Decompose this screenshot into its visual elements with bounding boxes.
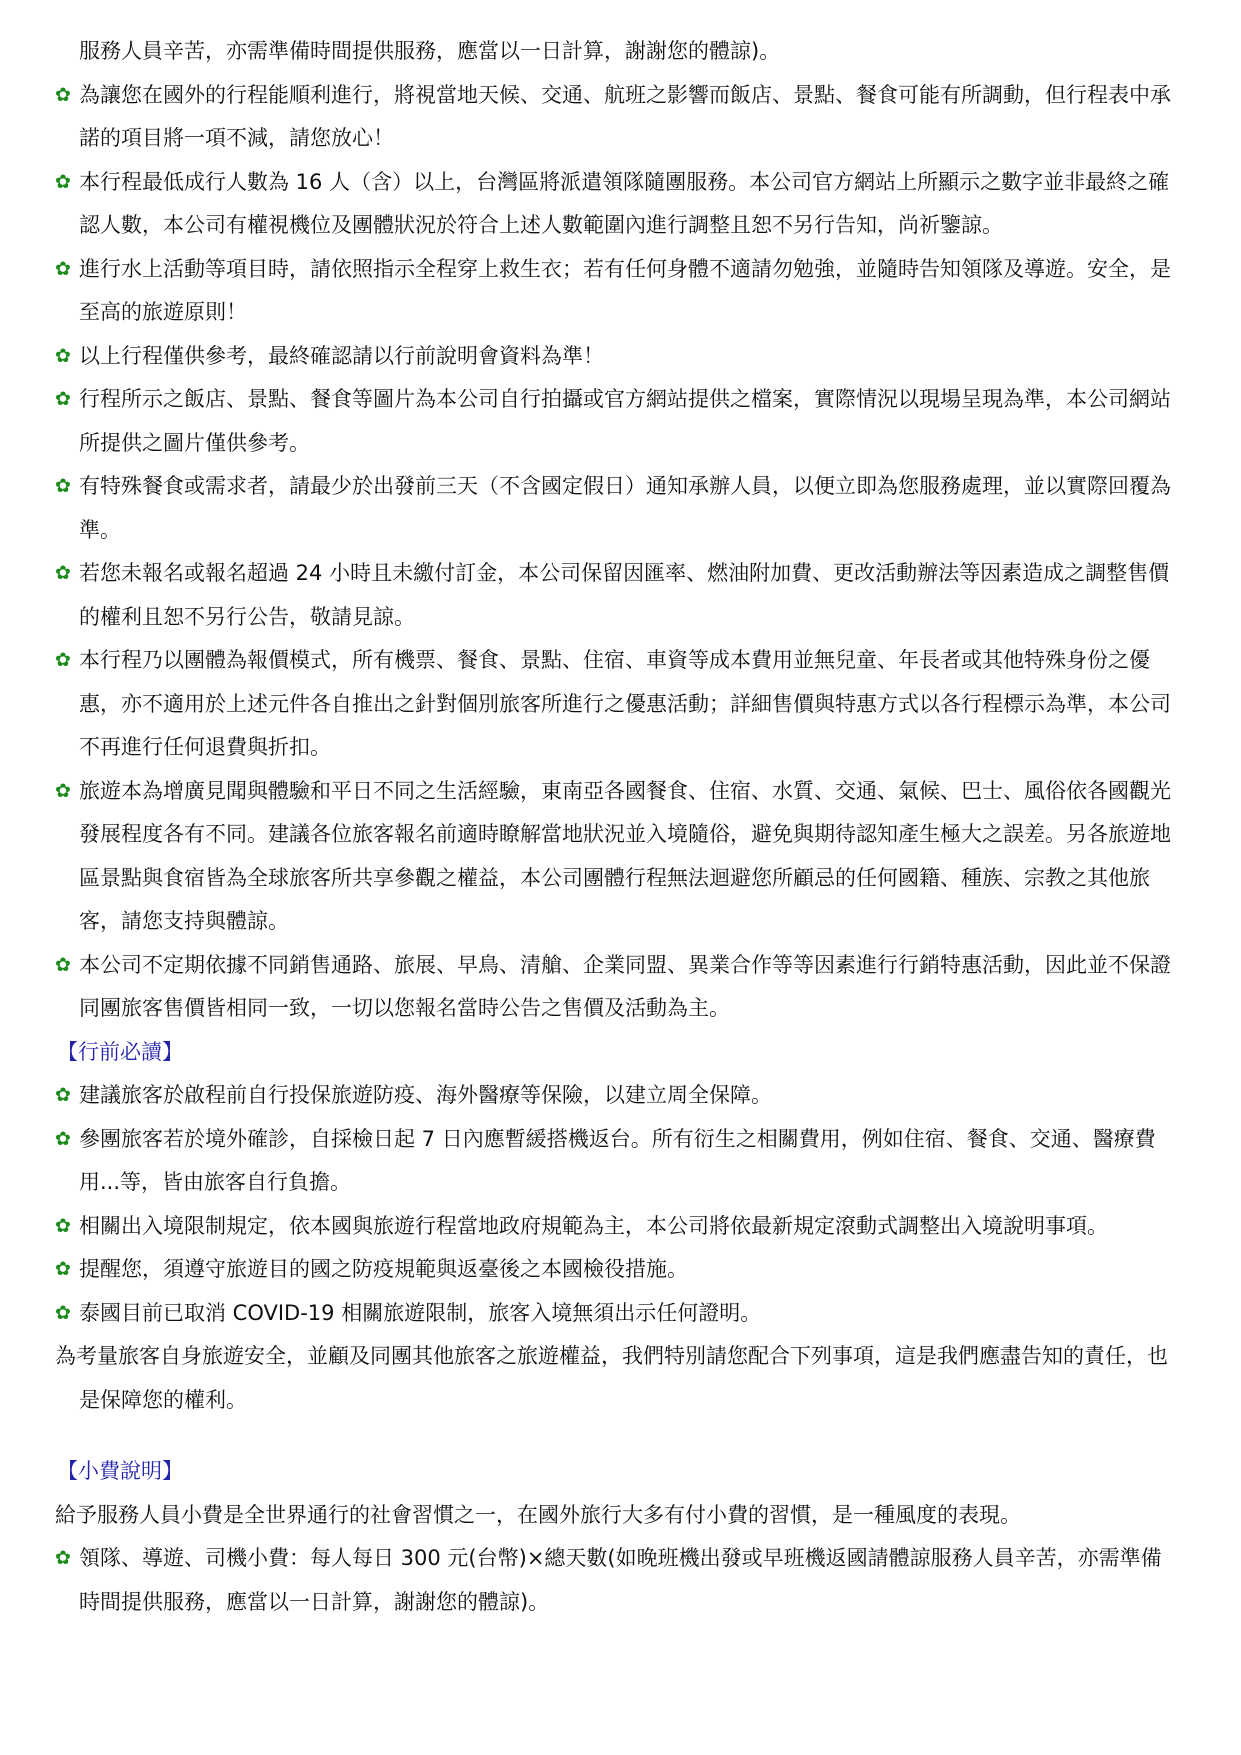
flower-icon: ✿ bbox=[55, 953, 71, 976]
flower-icon: ✿ bbox=[55, 1547, 71, 1569]
flower-icon: ✿ bbox=[55, 1258, 71, 1280]
flower-icon: ✿ bbox=[55, 1127, 71, 1150]
flower-icon: ✿ bbox=[55, 475, 71, 497]
before-trip-item bbox=[55, 1248, 1181, 1292]
flower-icon: ✿ bbox=[55, 1214, 71, 1237]
note-item bbox=[55, 161, 1181, 248]
flower-icon: ✿ bbox=[55, 257, 71, 280]
note-item bbox=[55, 552, 1181, 639]
before-trip-item bbox=[55, 1292, 1181, 1336]
note-text: 有特殊餐食或需求者，請最少於出發前三天（不含國定假日）通知承辦人員，以便立即為您服務處理，並以實際回覆為準。 bbox=[79, 474, 1171, 542]
note-text: 旅遊本為增廣見聞與體驗和平日不同之生活經驗，東南亞各國餐食、住宿、水質、交通、氣候、巴士、風俗依各國觀光發展程度各有不同。建議各位旅客報名前適時瞭解當地狀況並入境隨俗，避免與期待認知產生極大之誤差。另各旅遊地區景點與食宿皆為全球旅客所共享參觀之權益，本公司團體行程無法迴避您所顧忌的任何國籍、種族、宗教之其他旅客，請您支持與體諒。 bbox=[79, 778, 1171, 933]
note-item bbox=[55, 770, 1181, 944]
note-item bbox=[55, 335, 1181, 379]
before-trip-heading: 【行前必讀】 bbox=[57, 1039, 183, 1064]
notes-list bbox=[55, 74, 1181, 1031]
note-item bbox=[55, 248, 1181, 335]
flower-icon: ✿ bbox=[55, 779, 71, 802]
flower-icon: ✿ bbox=[55, 388, 71, 410]
note-item bbox=[55, 378, 1181, 465]
note-text: 本行程最低成行人數為 16 人（含）以上，台灣區將派遣領隊隨團服務。本公司官方網站上所顯示之數字並非最終之確認人數，本公司有權視機位及團體狀況於符合上述人數範圍內進行調整且恕不另行告知，尚祈鑒諒。 bbox=[79, 169, 1170, 237]
before-trip-list bbox=[55, 1074, 1181, 1335]
note-item bbox=[55, 944, 1181, 1031]
flower-icon: ✿ bbox=[55, 344, 71, 367]
note-item bbox=[55, 639, 1181, 770]
note-text: 本行程乃以團體為報價模式，所有機票、餐食、景點、住宿、車資等成本費用並無兒童、年長者或其他特殊身份之優惠，亦不適用於上述元件各自推出之針對個別旅客所進行之優惠活動；詳細售價與特惠方式以各行程標示為準，本公司不再進行任何退費與折扣。 bbox=[79, 648, 1171, 759]
flower-icon: ✿ bbox=[55, 170, 71, 193]
flower-icon: ✿ bbox=[55, 562, 71, 584]
note-item bbox=[55, 465, 1181, 552]
before-trip-text: 建議旅客於啟程前自行投保旅遊防疫、海外醫療等保險，以建立周全保障。 bbox=[79, 1083, 772, 1107]
note-text: 若您未報名或報名超過 24 小時且未繳付訂金，本公司保留因匯率、燃油附加費、更改活動辦法等因素造成之調整售價的權利且恕不另行公告，敬請見諒。 bbox=[79, 561, 1170, 629]
tips-heading: 【小費說明】 bbox=[57, 1459, 183, 1483]
note-text: 為讓您在國外的行程能順利進行，將視當地天候、交通、航班之影響而飯店、景點、餐食可能有所調動，但行程表中承諾的項目將一項不減，請您放心！ bbox=[79, 82, 1171, 150]
tips-intro: 給予服務人員小費是全世界通行的社會習慣之一，在國外旅行大多有付小費的習慣，是一種風度的表現。 bbox=[55, 1502, 1021, 1527]
tips-list bbox=[55, 1537, 1181, 1624]
before-trip-item bbox=[55, 1118, 1181, 1205]
tips-text: 領隊、導遊、司機小費：每人每日 300 元(台幣)×總天數(如晚班機出發或早班機返國請體諒服務人員辛苦，亦需準備時間提供服務，應當以一日計算，謝謝您的體諒)。 bbox=[79, 1546, 1162, 1614]
before-trip-text: 相關出入境限制規定，依本國與旅遊行程當地政府規範為主，本公司將依最新規定滾動式調整出入境說明事項。 bbox=[79, 1213, 1108, 1238]
tips-item bbox=[55, 1537, 1181, 1624]
safety-closing-paragraph: 為考量旅客自身旅遊安全，並顧及同團其他旅客之旅遊權益，我們特別請您配合下列事項，這是我們應盡告知的責任，也是保障您的權利。 bbox=[55, 1344, 1168, 1412]
note-text: 以上行程僅供參考，最終確認請以行前說明會資料為準！ bbox=[79, 343, 604, 368]
before-trip-item bbox=[55, 1074, 1181, 1118]
flower-icon: ✿ bbox=[55, 83, 71, 106]
flower-icon: ✿ bbox=[55, 1084, 71, 1106]
before-trip-text: 泰國目前已取消 COVID-19 相關旅遊限制，旅客入境無須出示任何證明。 bbox=[79, 1300, 762, 1325]
before-trip-text: 提醒您，須遵守旅遊目的國之防疫規範與返臺後之本國檢役措施。 bbox=[79, 1257, 688, 1281]
note-text: 行程所示之飯店、景點、餐食等圖片為本公司自行拍攝或官方網站提供之檔案，實際情況以現場呈現為準，本公司網站所提供之圖片僅供參考。 bbox=[79, 387, 1171, 455]
flower-icon: ✿ bbox=[55, 1301, 71, 1324]
intro-continuation: 服務人員辛苦，亦需準備時間提供服務，應當以一日計算，謝謝您的體諒)。 bbox=[79, 39, 781, 63]
note-text: 進行水上活動等項目時，請依照指示全程穿上救生衣；若有任何身體不適請勿勉強，並隨時告知領隊及導遊。安全，是至高的旅遊原則！ bbox=[79, 256, 1171, 324]
before-trip-item bbox=[55, 1205, 1181, 1249]
note-item bbox=[55, 74, 1181, 161]
section-spacer bbox=[55, 1422, 1181, 1450]
note-text: 本公司不定期依據不同銷售通路、旅展、早鳥、清艙、企業同盟、異業合作等等因素進行行銷特惠活動，因此並不保證同團旅客售價皆相同一致，一切以您報名當時公告之售價及活動為主。 bbox=[79, 952, 1171, 1020]
flower-icon: ✿ bbox=[55, 649, 71, 671]
before-trip-text: 參團旅客若於境外確診，自採檢日起 7 日內應暫緩搭機返台。所有衍生之相關費用，例如住宿、餐食、交通、醫療費用...等，皆由旅客自行負擔。 bbox=[79, 1126, 1156, 1194]
